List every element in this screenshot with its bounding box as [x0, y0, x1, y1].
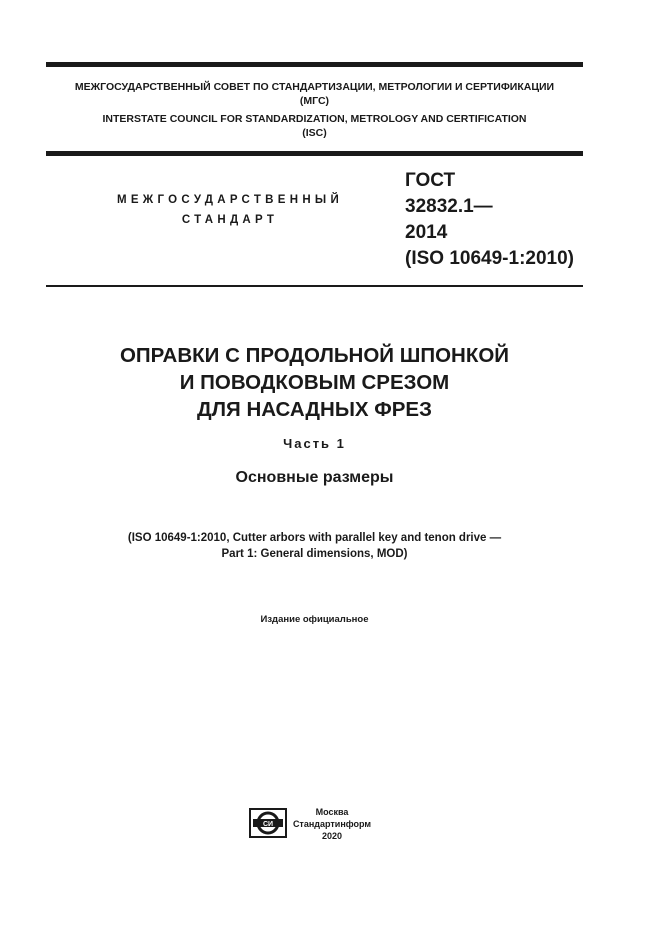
title-line2: И ПОВОДКОВЫМ СРЕЗОМ [179, 371, 450, 394]
designation-line2: 32832.1— [405, 196, 493, 217]
top-rule [46, 62, 583, 67]
publisher-year: 2020 [321, 831, 343, 841]
council-ru-name: МЕЖГОСУДАРСТВЕННЫЙ СОВЕТ ПО СТАНДАРТИЗАЦИИ, МЕТРОЛОГИИ И СЕРТИФИКАЦИИ [74, 81, 555, 93]
title-line1: ОПРАВКИ С ПРОДОЛЬНОЙ ШПОНКОЙ [119, 344, 510, 367]
designation-line3: 2014 [405, 222, 448, 243]
standard-kind-line1: МЕЖГОСУДАРСТВЕННЫЙ [116, 194, 344, 206]
council-en [46, 112, 583, 140]
publisher-name: Стандартинформ [292, 819, 372, 829]
header-bottom-rule [46, 151, 583, 156]
iso-reference-line1: (ISO 10649-1:2010, Cutter arbors with parallel key and tenon drive — [127, 532, 502, 544]
designation-line1: ГОСТ [405, 170, 456, 191]
designation-line4: (ISO 10649-1:2010) [405, 248, 574, 269]
council-en-abbr: (ISC) [302, 127, 327, 139]
standard-kind [90, 190, 370, 230]
iso-reference-line2: Part 1: General dimensions, MOD) [221, 548, 408, 560]
designation-bottom-rule [46, 285, 583, 287]
standartinform-logo-icon [249, 808, 287, 838]
council-en-name: INTERSTATE COUNCIL FOR STANDARDIZATION, METROLOGY AND CERTIFICATION [102, 113, 527, 125]
title-line3: ДЛЯ НАСАДНЫХ ФРЕЗ [197, 398, 432, 421]
iso-reference [46, 530, 583, 562]
council-ru [46, 80, 583, 108]
edition-note: Издание официальное [260, 614, 369, 625]
part-number: Часть 1 [283, 436, 346, 451]
standard-kind-line2: СТАНДАРТ [181, 214, 279, 226]
publisher-city: Москва [315, 807, 349, 817]
standard-designation [405, 168, 574, 272]
council-ru-abbr: (МГС) [299, 95, 330, 107]
document-subtitle: Основные размеры [235, 469, 394, 486]
svg-text:СИ: СИ [262, 821, 274, 828]
publisher [292, 806, 372, 842]
document-title [46, 342, 583, 423]
